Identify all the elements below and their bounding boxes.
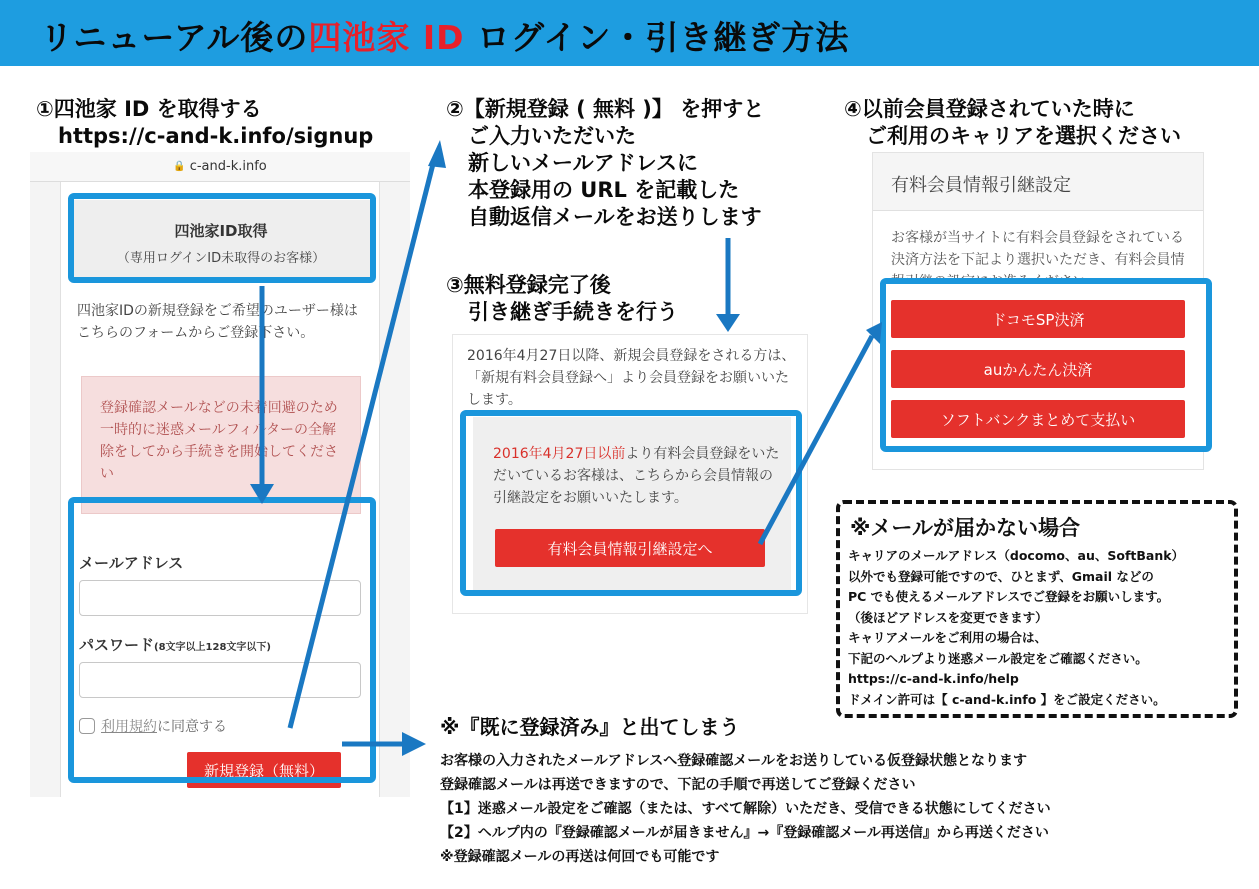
- step1-heading-url: https://c-and-k.info/signup: [58, 124, 374, 148]
- step4-heading-line2: ご利用のキャリアを選択ください: [866, 124, 1181, 148]
- carrier-panel-title: 有料会員情報引継設定: [891, 175, 1071, 196]
- terms-suffix: に同意する: [157, 719, 227, 735]
- arrowhead-up-icon: [428, 140, 446, 168]
- duplicate-line: 【1】迷惑メール設定をご確認（または、すべて解除）いただき、受信できる状態にしてください: [440, 801, 1051, 817]
- duplicate-line: 登録確認メールは再送できますので、下記の手順で再送してご登録ください: [440, 777, 916, 793]
- title-prefix: リニューアル後の: [40, 18, 309, 57]
- note-line: PC でも使えるメールアドレスでご登録をお願いします。: [848, 589, 1170, 604]
- step2-heading: [446, 96, 764, 231]
- note-line: https://c-and-k.info/help: [848, 671, 1019, 686]
- browser-url: c-and-k.info: [189, 159, 267, 174]
- step1-id-panel-highlight: [68, 193, 376, 283]
- step2-heading-line4: 本登録用の URL を記載した: [468, 178, 740, 202]
- duplicate-title: ※『既に登録済み』と出てしまう: [440, 715, 740, 739]
- terms-link[interactable]: 利用規約: [101, 719, 157, 735]
- step1-heading-line1: ①四池家 ID を取得する: [36, 97, 262, 121]
- step3-highlight: [460, 410, 802, 596]
- note-line: （後ほどアドレスを変更できます）: [848, 609, 1048, 625]
- mail-not-arriving-note: [836, 500, 1238, 718]
- step2-heading-line2: ご入力いただいた: [468, 124, 636, 148]
- signup-intro-text: 四池家IDの新規登録をご希望のユーザー様はこちらのフォームからご登録下さい。: [77, 303, 358, 341]
- duplicate-line: ※登録確認メールの再送は何回でも可能です: [440, 849, 720, 865]
- note-line: ドメイン許可は【 c-and-k.info 】をご設定ください。: [848, 691, 1166, 707]
- page-title: [40, 12, 849, 59]
- carrier-intro-text: お客様が当サイトに有料会員登録をされている決済方法を下記より選択いただき、有料会員情: [891, 230, 1185, 268]
- browser-address-bar: [30, 152, 410, 182]
- title-suffix: ログイン・引き継ぎ方法: [464, 18, 850, 57]
- note-line: キャリアのメールアドレス（docomo、au、SoftBank）: [848, 548, 1185, 563]
- warning-text: 登録確認メールなどの未着回避のため一時的に迷惑メールフィルターの全解除をしてから手続きを開始してください: [100, 400, 338, 482]
- password-label: パスワード: [79, 636, 155, 654]
- note-line: 下記のヘルプより迷惑メール設定をご確認ください。: [848, 650, 1148, 666]
- warning-box: [81, 376, 361, 514]
- transfer-settings-button[interactable]: 有料会員情報引継設定へ: [495, 529, 765, 567]
- duplicate-line: お客様の入力されたメールアドレスへ登録確認メールをお送りしている仮登録状態となります: [440, 753, 1028, 769]
- password-hint: (8文字以上128文字以下): [154, 642, 271, 653]
- duplicate-line: 【2】ヘルプ内の『登録確認メールが届きません』→『登録確認メール再送信』から再送ください: [440, 825, 1049, 841]
- note-body: [848, 546, 1184, 710]
- softbank-button[interactable]: ソフトバンクまとめて支払い: [891, 400, 1185, 438]
- lock-icon: 🔒: [173, 161, 186, 172]
- step2-heading-line1: ②【新規登録 ( 無料 )】 を押すと: [446, 97, 765, 121]
- arrowhead-down-icon: [716, 314, 740, 332]
- id-panel-subtitle: （専用ログインID未取得のお客様）: [116, 251, 326, 266]
- au-kantan-button[interactable]: auかんたん決済: [891, 350, 1185, 388]
- step2-heading-line3: 新しいメールアドレスに: [468, 151, 698, 175]
- register-free-button[interactable]: 新規登録（無料）: [187, 752, 341, 788]
- step3-heading-line1: ③無料登録完了後: [446, 273, 611, 297]
- step1-form-highlight: [68, 497, 376, 783]
- step3-intro-text: 2016年4月27日以降、新規会員登録をされる方は、「新規有料会員登録へ」より会員登録をお願いいたします。: [467, 348, 796, 408]
- step2-heading-line5: 自動返信メールをお送りします: [468, 205, 762, 229]
- note-line: キャリアメールをご利用の場合は、: [848, 630, 1048, 645]
- transfer-date: 2016年4月27日以前: [493, 446, 626, 462]
- id-panel-title: 四池家ID取得: [174, 222, 268, 240]
- note-line: 以外でも登録可能ですので、ひとまず、Gmail などの: [848, 568, 1154, 584]
- carrier-panel-header: [873, 153, 1203, 211]
- email-label: メールアドレス: [79, 554, 184, 572]
- step3-heading: [446, 272, 678, 326]
- step4-heading: [844, 96, 1181, 150]
- note-title: ※メールが届かない場合: [850, 516, 1080, 540]
- step4-heading-line1: ④以前会員登録されていた時に: [844, 97, 1135, 121]
- docomo-sp-button[interactable]: ドコモSP決済: [891, 300, 1185, 338]
- header-banner: [0, 0, 1259, 66]
- step3-heading-line2: 引き継ぎ手続きを行う: [468, 300, 678, 324]
- transfer-body: より有料会員登録をいただいているお客様は、こちらから会員情報の引継設定をお願いいたします。: [493, 446, 780, 506]
- title-brand: 四池家 ID: [308, 18, 465, 57]
- step1-heading: [36, 96, 373, 150]
